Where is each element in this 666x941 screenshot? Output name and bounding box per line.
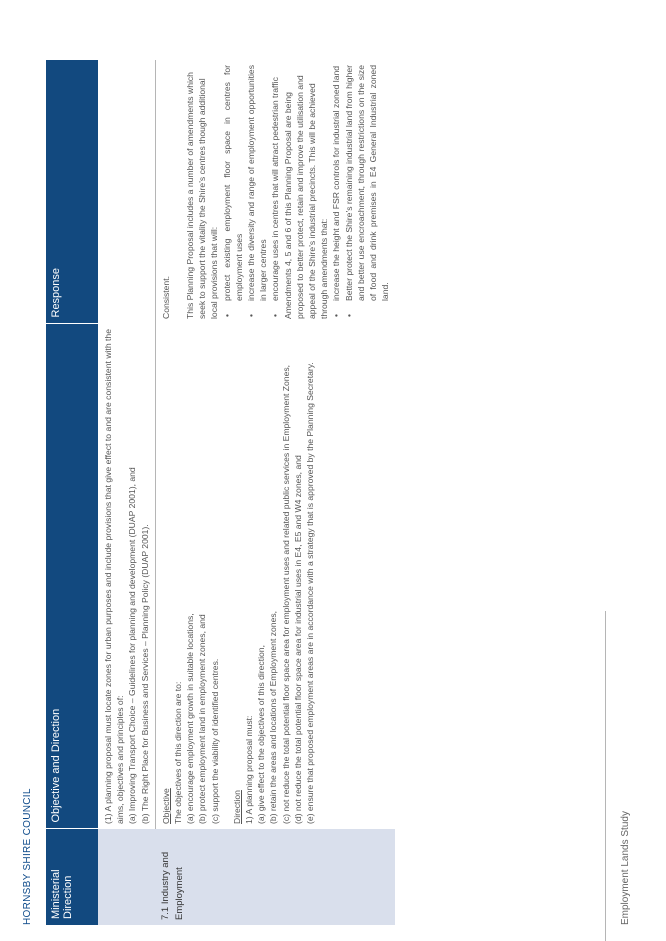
response-cell [98, 60, 155, 324]
direction-item: (d) not reduce the total potential floor space area for industrial uses in E4, E5 and W4 zones, and [292, 455, 303, 824]
direction-intro: 1) A planning proposal must: [244, 715, 255, 824]
list-item [245, 65, 269, 319]
direction-item: (c) not reduce the total potential floor space area for employment uses and related public services in Employment Zones, [280, 364, 291, 824]
direction-heading: Direction [231, 790, 242, 824]
list-item-text: Better protect the Shire’s remaining industrial land from higher and better use encroachment, through restrictions on the size of food and drink premises in E4 General Industrial zoned land. [343, 65, 391, 301]
bullet-icon: • [343, 313, 354, 317]
direction-item: (b) retain the areas and locations of Employment zones, [268, 610, 279, 824]
list-item-text: encourage uses in centres that will attract pedestrian traffic [270, 77, 281, 301]
objective-cell [155, 324, 395, 829]
list-item-text: increase the height and FSR controls for industrial zoned land [331, 65, 342, 301]
objective-paragraph: (1) A planning proposal must locate zones for urban purposes and include provisions that give effect to and are consistent with the aims, objectives and principles of: [103, 329, 126, 824]
header-ministerial-direction: Ministerial Direction [46, 829, 98, 925]
objective-paragraph: (b) The Right Place for Business and Services – Planning Policy (DUAP 2001). [139, 524, 150, 824]
response-cell [155, 60, 395, 324]
direction-item: (e) ensure that proposed employment areas are in accordance with a strategy that is approved by the Planning Secretary. [305, 362, 316, 824]
table-row [155, 60, 395, 925]
response-bullet-list [221, 65, 282, 319]
footer-text: Employment Lands Study [620, 811, 631, 925]
bullet-icon: • [221, 313, 232, 317]
response-status: Consistent. [160, 276, 171, 319]
table-row [98, 60, 155, 925]
list-item-text: increase the diversity and range of employment opportunities in larger centres [246, 65, 269, 301]
direction-cell [98, 829, 155, 925]
objective-item: (b) protect employment land in employment zones, and [197, 614, 208, 824]
direction-cell: 7.1 Industry and Employment [155, 829, 395, 925]
response-intro: This Planning Proposal includes a number of amendments which seek to support the vitality the Shire’s centres though additional local provisions that will: [185, 72, 220, 319]
footer-divider [605, 611, 606, 941]
objective-item: (a) encourage employment growth in suitable locations, [185, 613, 196, 824]
council-name: HORNSBY SHIRE COUNCIL [22, 788, 33, 925]
bullet-icon: • [246, 313, 257, 317]
objective-intro: The objectives of this direction are to: [173, 681, 184, 824]
direction-item: (a) give effect to the objectives of this direction, [256, 645, 267, 824]
ministerial-directions-table [46, 60, 395, 925]
objective-cell [98, 324, 155, 829]
objective-item: (c) support the viability of identified centres. [209, 658, 220, 824]
list-item-text: protect existing employment floor space in centres for employment uses [221, 65, 244, 301]
list-item [221, 65, 245, 319]
list-item [330, 65, 342, 319]
bullet-icon: • [331, 313, 342, 317]
objective-paragraph: (a) Improving Transport Choice – Guidelines for planning and development (DUAP 2001), and [127, 467, 138, 824]
bullet-icon: • [270, 313, 281, 317]
list-item [269, 65, 281, 319]
list-item [343, 65, 392, 319]
header-response: Response [46, 60, 98, 324]
header-objective-and-direction: Objective and Direction [46, 324, 98, 829]
objective-heading: Objective [160, 788, 171, 824]
response-middle: Amendments 4, 5 and 6 of this Planning Proposal are being proposed to better protect, retain and improve the utilisation and appeal of the Shire’s industrial precincts. This will be achieved through amendments that: [282, 75, 330, 319]
table-header-row [46, 60, 98, 925]
response-bullet-list [330, 65, 391, 319]
